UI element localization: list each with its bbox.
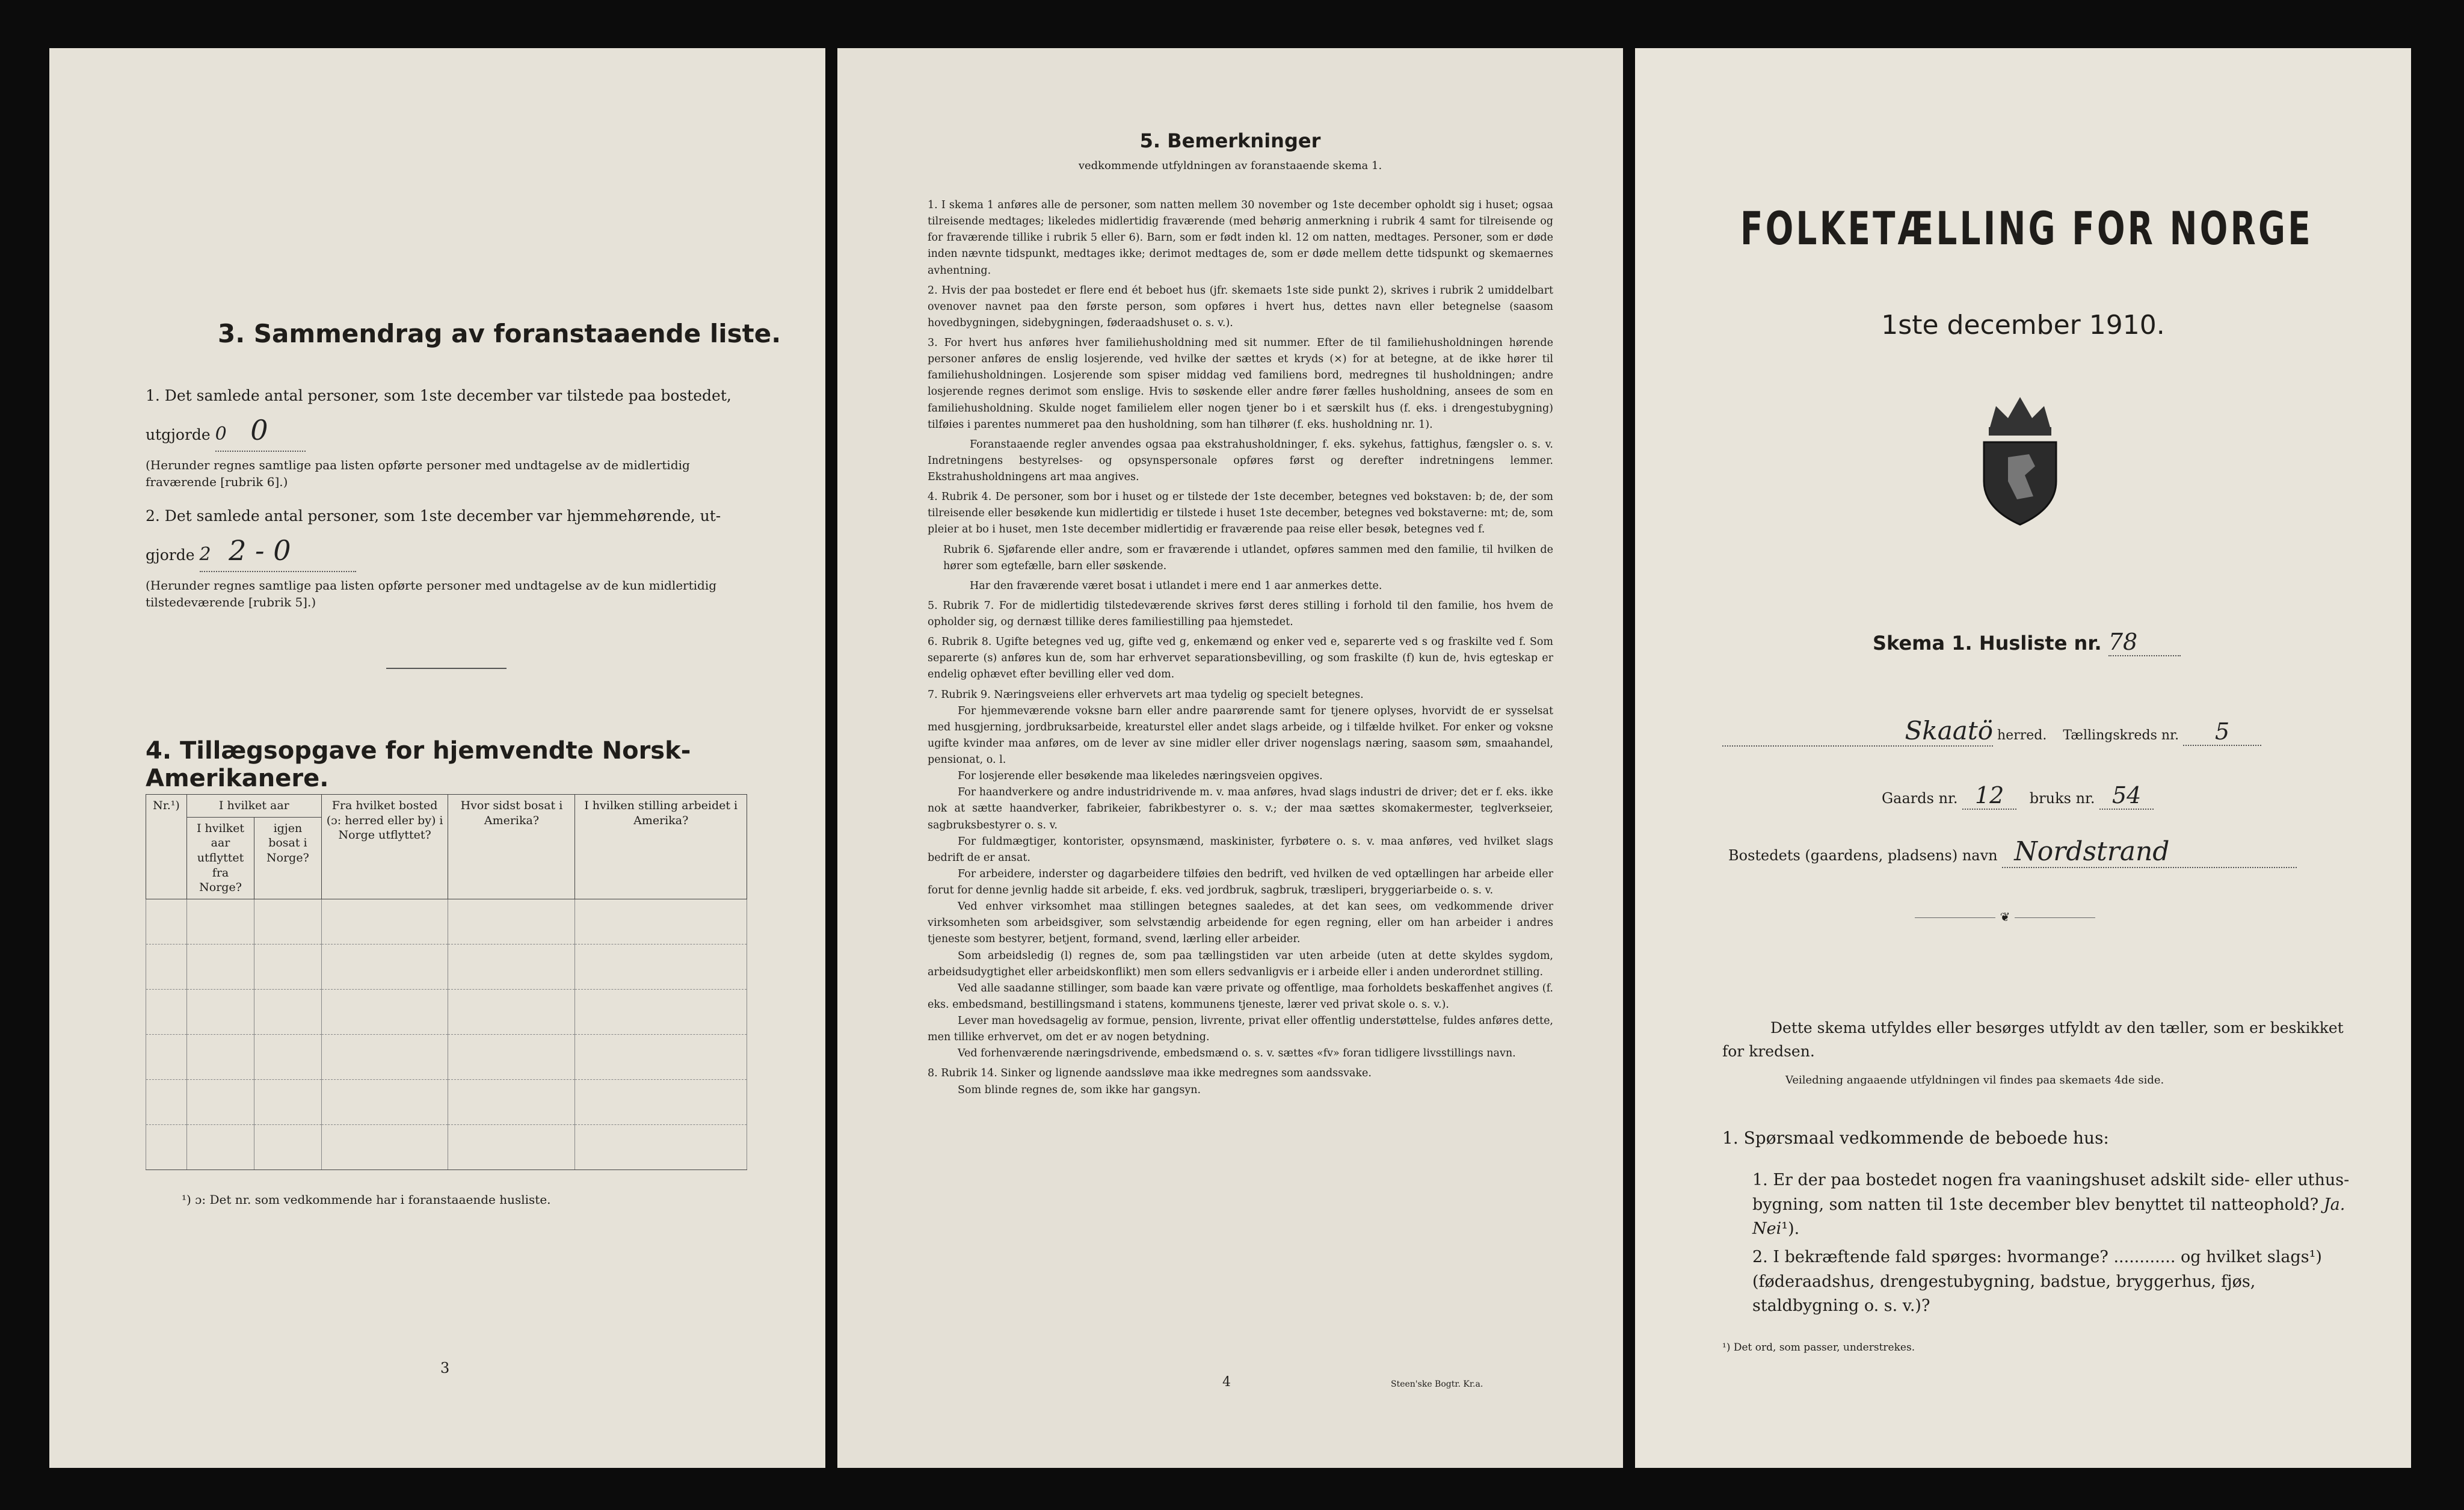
section-3-title: 3. Sammendrag av foranstaaende liste. <box>218 319 781 348</box>
q2-value: 2 <box>199 544 211 565</box>
q2-value-field[interactable] <box>200 531 356 572</box>
page-number: 3 <box>440 1360 450 1376</box>
col-amerika: Hvor sidst bosat i Amerika? <box>448 795 575 899</box>
table-row <box>146 990 747 1035</box>
q2-gjorde-label: gjorde <box>146 546 195 564</box>
page-4 <box>837 48 1623 1468</box>
remark-item: For losjerende eller besøkende maa likeledes næringsveien opgives. <box>958 770 1323 783</box>
remark-item: For fuldmægtiger, kontorister, opsynsmænd, maskinister, fyrbøtere o. s. v. maa anføres, ved hvilket slags bedrift de er ansat. <box>928 835 1553 864</box>
remark-item: Foranstaaende regler anvendes ogsaa paa ekstrahusholdninger, f. eks. sykehus, fattighus, fængsler o. s. v. Indretningens bestyrelses- og opsynspersonale opføres først og derefter indretningens lemmer. Ekstrahusholdningens art maa angives. <box>928 438 1553 483</box>
remark-item: 4. Rubrik 4. De personer, som bor i huset og er tilstede der 1ste december, betegnes ved bokstaven: b; de, der som tilreisende eller besøkende kun midlertidig er tilstede i huset 1ste december, betegnes ved bokstaverne: mt; de, som pleier at bo i huset, men 1ste december midlertidig er fraværende paa reise eller besøk, betegnes ved f. <box>928 491 1553 536</box>
remark-item: For arbeidere, inderster og dagarbeidere tilføies den bedrift, ved hvilken de ved optællingen har arbeide eller forut for denne jevnlig hadde sit arbeide, f. eks. ved jordbruk, sagbruk, træsliperi, bryggeriarbeide o. s. v. <box>928 867 1553 896</box>
page-number: 4 <box>1222 1375 1231 1390</box>
herred-line <box>1722 716 2372 747</box>
ornament-icon: ❦ <box>1995 910 2015 924</box>
page1-footnote: ¹) Det ord, som passer, understrekes. <box>1722 1342 1915 1354</box>
q1-value: 0 <box>215 424 227 445</box>
col-nr: Nr.¹) <box>146 795 187 899</box>
herred-field[interactable] <box>1722 716 1993 747</box>
herred-label: herred. <box>1997 728 2047 743</box>
q2-value-hand: 2 - 0 <box>229 534 291 567</box>
col-igjen-bosat: igjen bosat i Norge? <box>254 817 322 899</box>
gaards-label: Gaards nr. <box>1882 790 1958 807</box>
col-utflyttet: I hvilket aar utflyttet fra Norge? <box>186 817 254 899</box>
herred-name: Skaatö <box>1905 716 1993 745</box>
bruks-nr-field[interactable]: 54 <box>2099 782 2154 810</box>
remark-item: 5. Rubrik 7. For de midlertidig tilstedeværende skrives først deres stilling i forhold til den familie, hos hvem de opholder sig, og dernæst tillike deres familiestilling paa hjemstedet. <box>928 599 1553 628</box>
col-group-aar: I hvilket aar <box>186 795 321 818</box>
q1-value-hand: 0 <box>250 414 268 447</box>
remark-item: Ved enhver virksomhet maa stillingen betegnes saaledes, at det kan sees, om vedkommende driver virksomheten som arbeidsgiver, som selvstændig arbeidende for egen regning, eller om han arbeider i andres tjeneste som bestyrer, betjent, formand, svend, lærling eller arbeider. <box>928 901 1553 946</box>
remark-item: 8. Rubrik 14. Sinker og lignende aandssløve maa ikke medregnes som aandssvake. <box>928 1067 1372 1080</box>
table-row <box>146 1035 747 1080</box>
section-4-title: 4. Tillægsopgave for hjemvendte Norsk-Amerikanere. <box>146 737 691 792</box>
intro-text: Dette skema utfyldes eller besørges utfyldt av den tæller, som er beskikket for kredsen. <box>1722 1019 2344 1060</box>
page-3 <box>49 48 825 1468</box>
table-row <box>146 899 747 945</box>
skema-label: Skema 1. Husliste nr. <box>1873 632 2102 655</box>
divider <box>386 668 507 669</box>
remark-item: 3. For hvert hus anføres hver familiehusholdning med sit nummer. Efter de til familiehusholdningen hørende personer anføres de enslig losjerende, ved hvilke der sættes et kryds (×) for at betegne, at de ikke hører til familiehusholdningen. Losjerende som spiser middag ved familiens bord, medregnes til husholdningen; andre losjerende regnes derimot som enslige. Hvis to søskende eller andre fører fælles husholdning, ansees de som en familiehusholdning. Skulde noget familielem eller nogen tjener bo i et særskilt hus (f. eks. i drengestubygning) tilføies i parentes nummeret paa den husholdning, som han tilhører (f. eks. husholdning nr. 1). <box>928 337 1553 431</box>
remark-item: 1. I skema 1 anføres alle de personer, som natten mellem 30 november og 1ste december opholdt sig i huset; ogsaa tilreisende medtages; likeledes midlertidig fraværende (med behørig anmerkning i rubrik 4 samt for tilreisende og for fraværende tillike i rubrik 5 eller 6). Barn, som er født inden kl. 12 om natten, medtages. Personer, som er døde inden nævnte tidspunkt, medtages ikke; derimot medtages de, som er døde mellem dette tidspunkt og skemaernes avhentning. <box>928 199 1553 277</box>
questions-heading: 1. Spørsmaal vedkommende de beboede hus: <box>1722 1128 2109 1148</box>
husliste-nr-field[interactable]: 78 <box>2108 629 2181 656</box>
remark-item: Ved forhenværende næringsdrivende, embedsmænd o. s. v. sættes «fv» foran tidligere livsstillings navn. <box>958 1047 1516 1060</box>
printer-imprint: Steen'ske Bogtr. Kr.a. <box>1391 1379 1483 1389</box>
skema-line <box>1873 629 2181 656</box>
q1-utgjorde-label: utgjorde <box>146 426 211 444</box>
kreds-nr-field[interactable]: 5 <box>2183 718 2261 746</box>
table-footnote: ¹) ɔ: Det nr. som vedkommende har i foranstaaende husliste. <box>182 1192 551 1207</box>
question-2: 2. I bekræftende fald spørges: hvormange? ............ og hvilket slags¹) (føderaadshus, drengestubygning, badstue, bryggerhus, fjøs, staldbygning o. s. v.)? <box>1752 1248 2322 1315</box>
q1-note: (Herunder regnes samtlige paa listen opførte personer med undtagelse av de midlertidig fraværende [rubrik 6].) <box>146 457 690 489</box>
gaards-line <box>1882 782 2154 810</box>
bosted-line <box>1728 836 2297 868</box>
bosted-field[interactable]: Nordstrand <box>2002 836 2297 868</box>
norsk-amerikanere-table <box>146 794 747 1170</box>
question-1: 1. Er der paa bostedet nogen fra vaaningshuset adskilt side- eller uthus-bygning, som natten til 1ste december blev benyttet til natteophold? Ja. Nei¹). <box>1752 1171 2350 1238</box>
bruks-label: bruks nr. <box>2029 790 2095 807</box>
remark-item: Som arbeidsledig (l) regnes de, som paa tællingstiden var uten arbeide (uten at dette skyldes sygdom, arbeidsudygtighet eller arbeidskonflikt) men som ellers sedvanligvis er i arbeide eller i anden underordnet stilling. <box>928 949 1553 978</box>
page-1 <box>1635 48 2411 1468</box>
q2-note: (Herunder regnes samtlige paa listen opførte personer med undtagelse av de kun midlertidig tilstedeværende [rubrik 5].) <box>146 578 717 609</box>
remarks-subtitle: vedkommende utfyldningen av foranstaaende skema 1. <box>1078 159 1382 172</box>
section-3-q1 <box>146 385 753 490</box>
remark-item: 2. Hvis der paa bostedet er flere end ét beboet hus (jfr. skemaets 1ste side punkt 2), skrives i rubrik 2 umiddelbart ovenover navnet paa den første person, som opføres i hvert hus, dettes navn eller betegnelse (saasom hovedbygningen, sidebygningen, føderaadshuset o. s. v.). <box>928 284 1553 329</box>
kreds-label: Tællingskreds nr. <box>2063 728 2179 743</box>
remarks-list <box>928 197 1553 1102</box>
census-date: 1ste december 1910. <box>1881 310 2165 341</box>
q1-text: 1. Det samlede antal personer, som 1ste december var tilstede paa bostedet, <box>146 387 732 404</box>
remark-item: Rubrik 6. Sjøfarende eller andre, som er fraværende i utlandet, opføres sammen med den familie, til hvilken de hører som egtefælle, barn eller søskende. <box>943 543 1553 572</box>
coat-of-arms-icon <box>1966 385 2074 529</box>
remark-item: Lever man hovedsagelig av formue, pension, livrente, privat eller offentlig understøttelse, fuldes anføres dette, men tillike erhvervet, om det er av nogen betydning. <box>928 1015 1553 1044</box>
remark-item: 7. Rubrik 9. Næringsveiens eller erhvervets art maa tydelig og specielt betegnes. <box>928 688 1364 701</box>
table-row <box>146 1125 747 1170</box>
q1-value-field[interactable] <box>215 410 306 452</box>
col-stilling: I hvilken stilling arbeidet i Amerika? <box>575 795 747 899</box>
census-title: FOLKETÆLLING FOR NORGE <box>1740 202 2313 255</box>
remark-item: Som blinde regnes de, som ikke har gangsyn. <box>958 1083 1201 1096</box>
remark-item: For haandverkere og andre industridrivende m. v. maa anføres, hvad slags industri de driver; det er f. eks. ikke nok at sætte haandverker, fabrikeier, fabrikbestyrer o. s. v.; der maa sættes skomakermester, teglverkseier, sagbruksbestyrer o. s. v. <box>928 786 1553 831</box>
bosted-label: Bostedets (gaardens, pladsens) navn <box>1728 847 1998 864</box>
remark-item: Ved alle saadanne stillinger, som baade kan være private og offentlige, maa forholdets beskaffenhet angives (f. eks. embedsmand, bestillingsmand i statens, kommunens tjeneste, lærer ved privat skole o. s. v.). <box>928 982 1553 1011</box>
gaards-nr-field[interactable]: 12 <box>1962 782 2016 810</box>
table-row <box>146 945 747 990</box>
q2-text: 2. Det samlede antal personer, som 1ste december var hjemmehørende, ut- <box>146 507 721 525</box>
remark-item: 6. Rubrik 8. Ugifte betegnes ved ug, gifte ved g, enkemænd og enker ved e, separerte ved s og fraskilte ved f. Som separerte (s) anføres kun de, som har erhvervet separationsbevilling, og som fraskilte (f) kun de, hvis egteskap er endelig ophævet efter bevilling eller ved dom. <box>928 636 1553 681</box>
table-row <box>146 1080 747 1125</box>
remark-item: Har den fraværende været bosat i utlandet i mere end 1 aar anmerkes dette. <box>970 579 1382 592</box>
remark-item: For hjemmeværende voksne barn eller andre paarørende samt for tjenere oplyses, hvorvidt de er sysselsat med husgjerning, jordbruksarbeide, kreaturstel eller andet slags arbeide, og i tilfælde hvilket. For enker og voksne ugifte kvinder maa anføres, om de lever av sine midler eller driver nogenslags næring, saasom søm, smaahandel, pensionat, o. l. <box>928 704 1553 766</box>
veiledning-text: Veiledning angaaende utfyldningen vil findes paa skemaets 4de side. <box>1785 1074 2164 1086</box>
remarks-title: 5. Bemerkninger <box>1139 129 1321 152</box>
section-3-q2 <box>146 505 753 611</box>
q1-text: 1. Er der paa bostedet nogen fra vaaningshuset adskilt side- eller uthus-bygning, som natten til 1ste december blev benyttet til natteophold? <box>1752 1171 2350 1214</box>
col-bosted: Fra hvilket bosted (ɔ: herred eller by) i Norge utflyttet? <box>321 795 448 899</box>
ornament-divider <box>1915 910 2095 932</box>
q1-answer[interactable]: Ja. Nei <box>1752 1195 2345 1238</box>
